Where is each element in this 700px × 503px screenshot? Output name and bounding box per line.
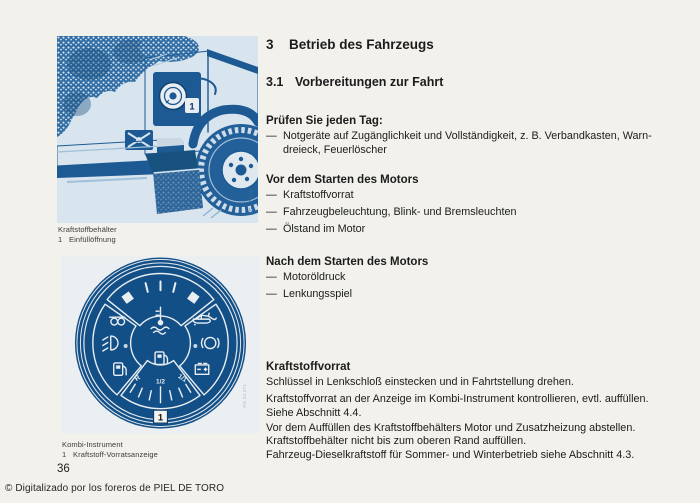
- section-title: Vorbereitungen zur Fahrt: [295, 75, 444, 89]
- chapter-number: 3: [266, 37, 274, 52]
- fuel-supply-section: [266, 361, 698, 463]
- chapter-title: Betrieb des Fahrzeugs: [289, 37, 434, 52]
- instrument-cluster-drawing: [61, 256, 260, 434]
- list-item-text: Motoröldruck: [283, 270, 346, 283]
- paragraph-line: Vor dem Auffüllen des Kraftstoffbehälters Motor und Zusatzheizung abstellen.: [266, 421, 636, 434]
- dash-bullet: —: [266, 270, 277, 283]
- figure-reference-code: FG 24 274: [243, 384, 249, 408]
- list-item: [266, 223, 698, 237]
- fuel-tank-drawing: [57, 36, 258, 223]
- list-item: [266, 206, 698, 220]
- list-item-text: Notgeräte auf Zugänglichkeit und Vollständigkeit, z. B. Verbandkasten, Warn-: [283, 130, 652, 142]
- list-item-text: Lenkungsspiel: [283, 287, 353, 300]
- list-item-text: Kraftstoffvorrat: [283, 189, 354, 201]
- caption-item-label: Einfüllöffnung: [69, 234, 116, 244]
- dash-bullet: —: [266, 206, 277, 218]
- paragraph-line: Siehe Abschnitt 4.4.: [266, 406, 362, 419]
- figure-reference-code: FG 22 734: [249, 190, 255, 214]
- watermark-credit: © Digitalizado por los foreros de PIEL DE TORO: [5, 483, 225, 494]
- screw-dot-right: [193, 344, 197, 348]
- list-item: [266, 130, 698, 157]
- daily-check-heading: Prüfen Sie jeden Tag:: [266, 115, 383, 127]
- fuel-scale-half-label: 1/2: [156, 378, 165, 386]
- paragraph-line: Kraftstoffvorrat an der Anzeige im Kombi-Instrument kontrollieren, evtl. auffüllen.: [266, 393, 649, 406]
- caption-title: Kraftstoffbehälter: [58, 225, 117, 234]
- text-column: [266, 37, 698, 463]
- list-item-text: Fahrzeugbeleuchtung, Blink- und Bremsleuchten: [283, 206, 517, 218]
- dash-bullet: —: [266, 287, 277, 300]
- list-item: [266, 271, 698, 285]
- figure-fuel-tank-caption: [58, 225, 117, 244]
- paragraph-line: Schlüssel in Lenkschloß einstecken und in Fahrtstellung drehen.: [266, 376, 574, 388]
- caption-item: [58, 235, 117, 245]
- list-item-text: Ölstand im Motor: [283, 223, 366, 235]
- section-number: 3.1: [266, 75, 284, 89]
- fuel-scale-full-label: 1/1: [176, 373, 188, 384]
- section-heading: [266, 75, 698, 89]
- dash-bullet: —: [266, 130, 277, 142]
- caption-item-number: 1: [62, 449, 67, 459]
- dash-bullet: —: [266, 223, 277, 235]
- paragraph-line: Kraftstoffbehälter nicht bis zum oberen Rand auffüllen.: [266, 435, 527, 448]
- figure-cluster-caption: [62, 440, 158, 459]
- list-item: [266, 288, 698, 302]
- fuel-scale-reserve-label: R: [133, 374, 142, 383]
- page-number: 36: [57, 463, 70, 475]
- paragraph-line: Fahrzeug-Dieselkraftstoff für Sommer- und Winterbetrieb siehe Abschnitt 4.3.: [266, 448, 635, 461]
- fuel-supply-heading: Kraftstoffvorrat: [266, 361, 351, 373]
- callout-1-label: 1: [189, 101, 195, 113]
- figure-instrument-cluster: [61, 256, 260, 434]
- caption-item-number: 1: [58, 234, 63, 244]
- caption-item: [62, 450, 158, 460]
- figure-fuel-tank-illustration: [57, 36, 258, 223]
- callout-1-label: 1: [157, 412, 164, 424]
- list-item: [266, 189, 698, 203]
- chapter-heading: [266, 37, 698, 52]
- screw-dot-left: [124, 344, 128, 348]
- caption-item-label: Kraftstoff-Vorratsanzeige: [73, 449, 158, 459]
- caption-title: Kombi-Instrument: [62, 440, 123, 449]
- before-start-heading: Vor dem Starten des Motors: [266, 174, 419, 186]
- after-start-heading: Nach dem Starten des Motors: [266, 255, 429, 268]
- dash-bullet: —: [266, 189, 277, 201]
- list-item-text: dreieck, Feuerlöscher: [283, 143, 387, 156]
